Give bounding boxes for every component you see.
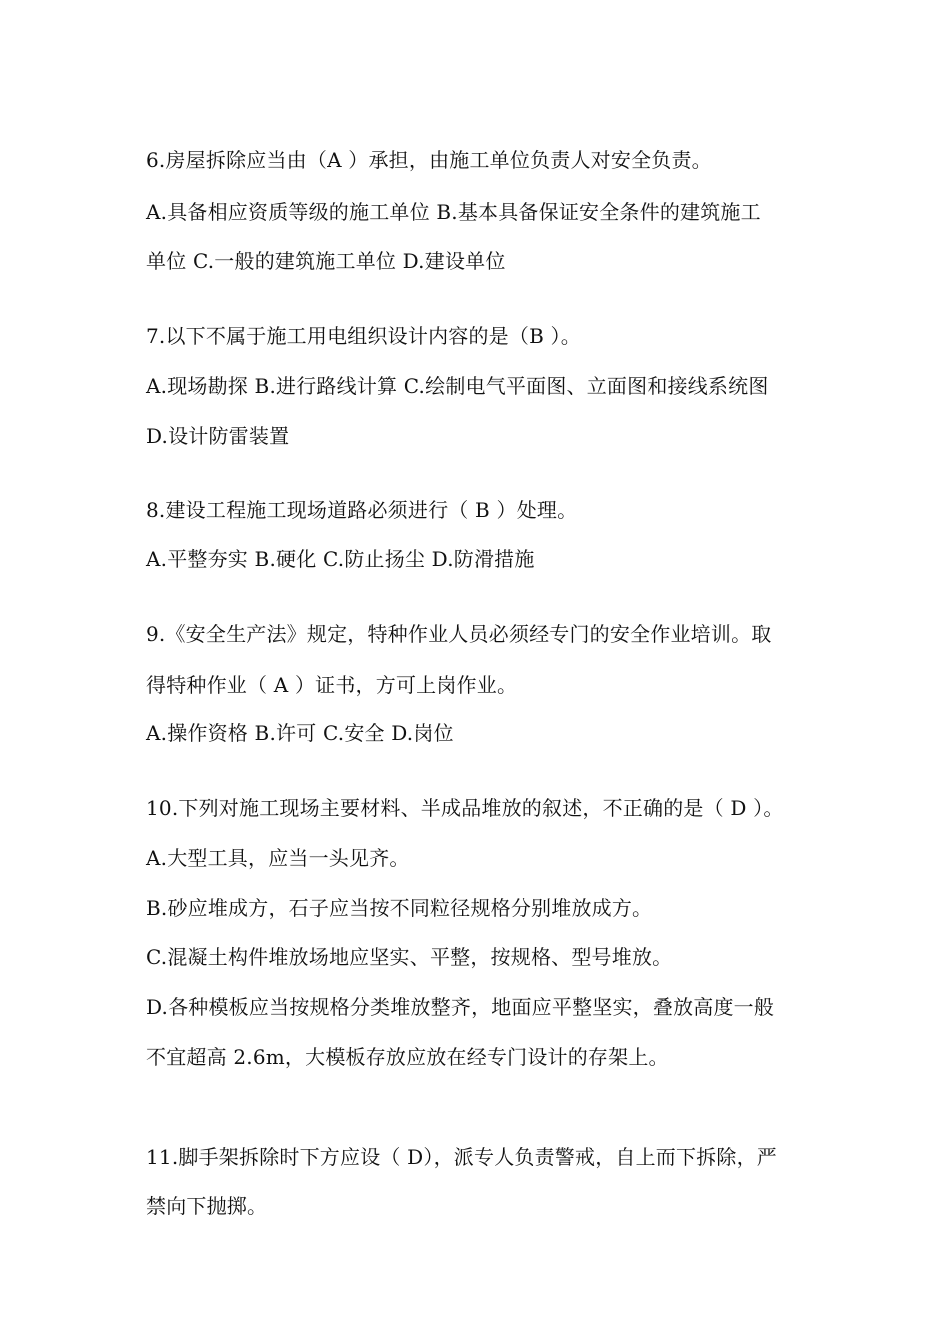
question-11-stem-line-1: 11.脚手架拆除时下方应设（ D），派专人负责警戒，自上而下拆除，严 <box>146 1145 777 1169</box>
question-10-option-d-line-2: 不宜超高 2.6m，大模板存放应放在经专门设计的存架上。 <box>146 1045 669 1069</box>
question-6-options-line-1: A.具备相应资质等级的施工单位 B.基本具备保证安全条件的建筑施工 <box>146 200 761 224</box>
question-9-options: A.操作资格 B.许可 C.安全 D.岗位 <box>146 721 454 745</box>
question-9-stem-line-1: 9.《安全生产法》规定，特种作业人员必须经专门的安全作业培训。取 <box>146 622 772 646</box>
question-7-stem: 7.以下不属于施工用电组织设计内容的是（B ）。 <box>146 324 581 348</box>
question-11-stem-line-2: 禁向下抛掷。 <box>146 1194 268 1218</box>
question-7-options-line-2: D.设计防雷装置 <box>146 424 290 448</box>
question-10-stem: 10.下列对施工现场主要材料、半成品堆放的叙述，不正确的是（ D ）。 <box>146 796 784 820</box>
question-10-option-a: A.大型工具，应当一头见齐。 <box>146 846 410 870</box>
question-9-stem-line-2: 得特种作业（ A ）证书，方可上岗作业。 <box>146 673 518 697</box>
question-10-option-c: C.混凝土构件堆放场地应坚实、平整，按规格、型号堆放。 <box>146 945 673 969</box>
question-10-option-b: B.砂应堆成方，石子应当按不同粒径规格分别堆放成方。 <box>146 896 653 920</box>
question-7-options-line-1: A.现场勘探 B.进行路线计算 C.绘制电气平面图、立面图和接线系统图 <box>146 374 769 398</box>
question-6-options-line-2: 单位 C.一般的建筑施工单位 D.建设单位 <box>146 249 506 273</box>
question-8-stem: 8.建设工程施工现场道路必须进行（ B ）处理。 <box>146 498 578 522</box>
question-10-option-d-line-1: D.各种模板应当按规格分类堆放整齐，地面应平整坚实，叠放高度一般 <box>146 995 775 1019</box>
question-8-options: A.平整夯实 B.硬化 C.防止扬尘 D.防滑措施 <box>146 547 535 571</box>
question-6-stem: 6.房屋拆除应当由（A ）承担，由施工单位负责人对安全负责。 <box>146 148 712 172</box>
